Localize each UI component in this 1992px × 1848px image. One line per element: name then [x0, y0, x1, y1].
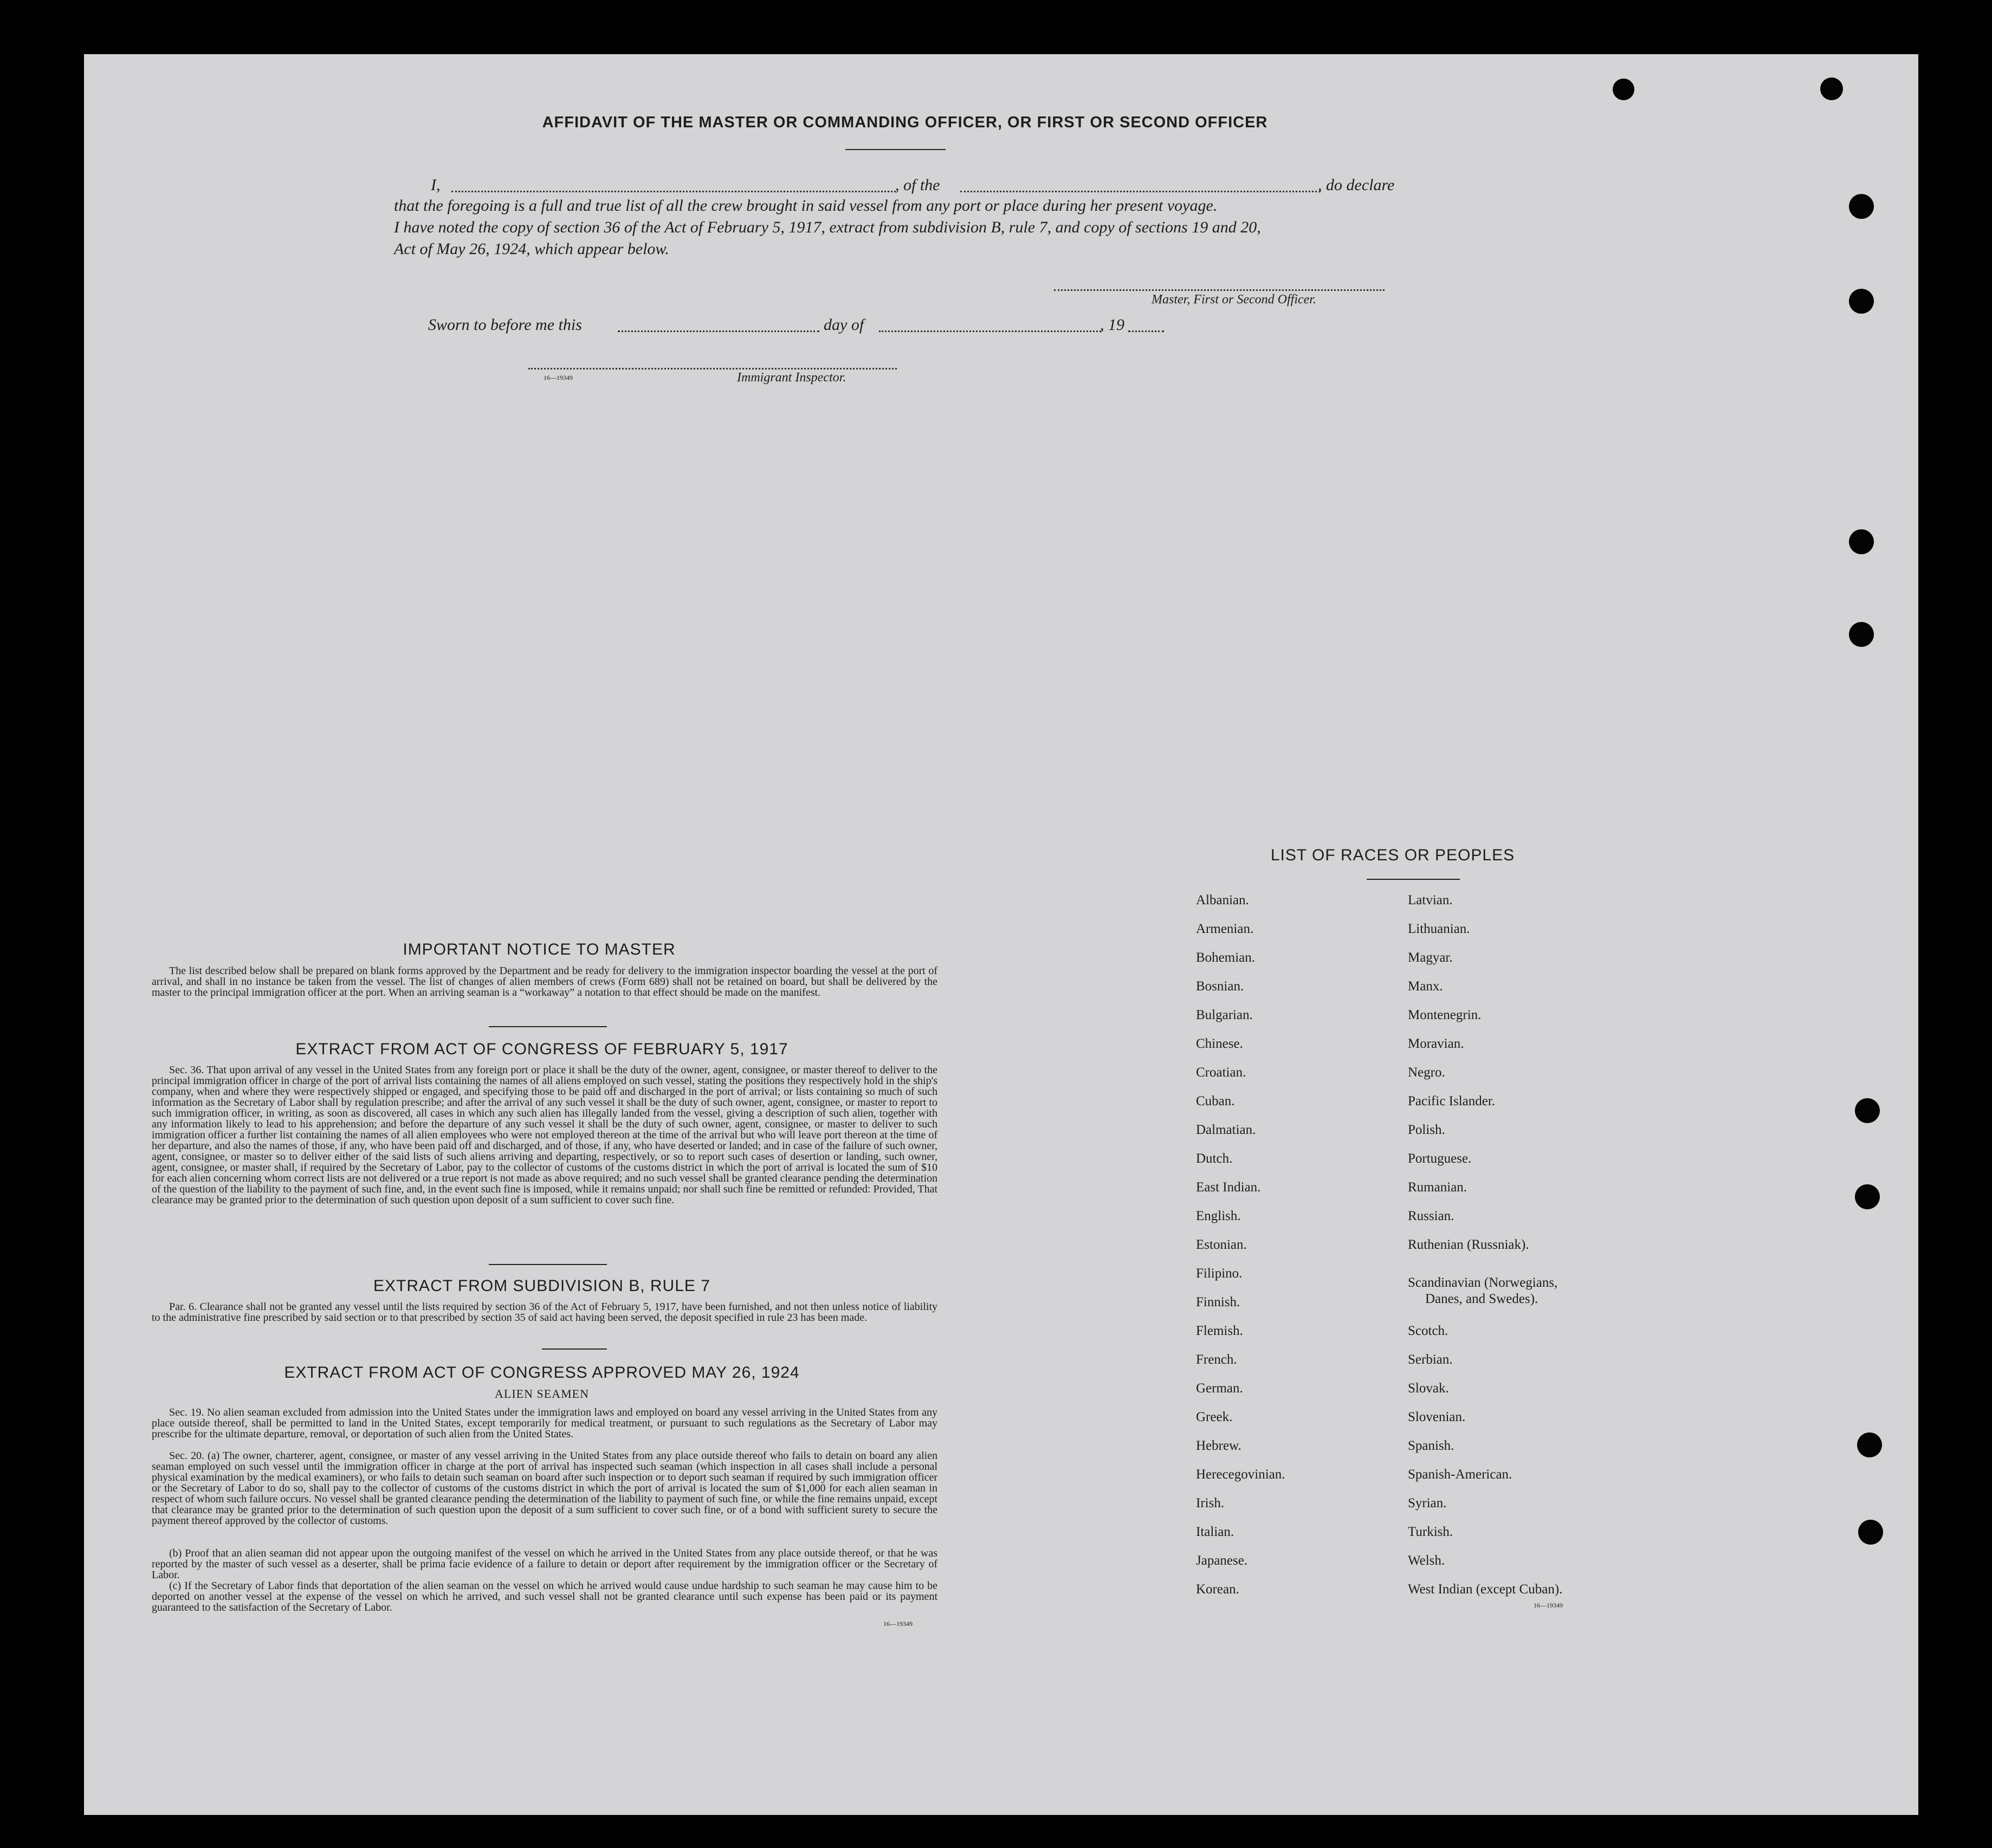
race-left-item: German. — [1196, 1381, 1243, 1396]
day-of-text: day of — [824, 316, 864, 334]
race-right-item: Turkish. — [1408, 1525, 1453, 1539]
name-blank — [451, 191, 896, 192]
extract-1917-body: Sec. 36. That upon arrival of any vessel in the United States from any foreign port or place it shall be the duty of the owner, agent, consignee, or master thereof to deliver to the principal immigration officer in charge of the port of arrival lists containing the names of all aliens employed on such vessel, stating the positions they respectively hold in the ship's company, when and where they were respectively shipped or engaged, and specifying those to be paid off and discharged in the port of arrival; or lists containing so much of such information as the Secretary of Labor shall by regulation prescribe; and after the arrival of any such vessel it shall be the duty of such owner, agent, consignee, or master to report to such immigration officer, in writing, as soon as discovered, all cases in which any such alien has illegally landed from the vessel, giving a description of such alien, together with any information likely to lead to his apprehension; and before the departure of any such vessel it shall be the duty of such owner, agent, consignee, or master to deliver to such immigration officer a further list containing the names of all alien employees who were not employed thereon at the time of the arrival but who will leave port thereon at the time of her departure, and also the names of those, if any, who have been paid off and discharged, and of those, if any, who have deserted or landed; and in case of the failure of such owner, agent, consignee, or master so to deliver either of the said lists of such aliens arriving and departing, respectively, or so to report such cases of desertion or landing, such owner, agent, consignee, or master shall, if required by the Secretary of Labor, pay to the collector of customs of the customs district in which the port of arrival is located the sum of $10 for each alien concerning whom correct lists are not delivered or a true report is not made as above required; and no such vessel shall be granted clearance pending the determination of the question of the liability to the payment of such fine, and, in the event such fine is imposed, while it remains unpaid; nor shall such fine be remitted or refunded: Provided, That clearance may be granted prior to the determination of such question upon deposit of a sum sufficient to cover such fine. — [152, 1064, 937, 1206]
race-left-item: Finnish. — [1196, 1295, 1240, 1309]
race-left-item: Hebrew. — [1196, 1438, 1241, 1453]
race-left-item: Armenian. — [1196, 922, 1254, 936]
punch-hole — [1857, 1432, 1882, 1457]
notice-body: The list described below shall be prepared on blank forms approved by the Department and be ready for delivery to the immigration inspector boarding the vessel at the port of arrival, and shall in no instance be taken from the vessel. The list of changes of alien members of crews (Form 689) shall not be retained on board, but shall be delivered by the master to the principal immigration officer at the port. When an arriving seaman is a “workaway” a notation to that effect should be made on the manifest. — [152, 965, 937, 998]
race-right-item: Montenegrin. — [1408, 1008, 1482, 1022]
race-right-item: Lithuanian. — [1408, 922, 1470, 936]
form-number: 16—19349 — [883, 1620, 913, 1627]
race-right-item: Spanish. — [1408, 1438, 1454, 1453]
affidavit-title: AFFIDAVIT OF THE MASTER OR COMMANDING OFFICER, OR FIRST OR SECOND OFFICER — [542, 114, 1268, 131]
race-right-item: Spanish-American. — [1408, 1467, 1512, 1482]
race-left-item: Irish. — [1196, 1496, 1225, 1510]
extract-1924-sec20b: (b) Proof that an alien seaman did not appear upon the outgoing manifest of the vessel on which he arrived in the United States from any place outside thereof, or that he was reported by the master of such vessel as a deserter, shall be prima facie evidence of a failure to detain or deport after requirement by the immigration officer or the Secretary of Labor. — [152, 1547, 937, 1581]
extract-1924-sec19: Sec. 19. No alien seaman excluded from admission into the United States under the immigration laws and employed on board any vessel arriving in the United States from any place outside thereof, shall be permitted to land in the United States, except temporarily for medical treatment, or pursuant to such regulations as the Secretary of Labor may prescribe for the ultimate departure, removal, or deportation of such alien from the United States. — [152, 1406, 937, 1440]
race-left-item: Japanese. — [1196, 1553, 1248, 1568]
punch-hole — [1855, 1098, 1880, 1123]
divider — [1367, 879, 1460, 880]
race-right-item: Scotch. — [1408, 1324, 1448, 1338]
extract-1924-sec20a: Sec. 20. (a) The owner, charterer, agent, consignee, or master of any vessel arriving in the United States from any place outside thereof who fails to detain on board any alien seaman employed on such vessel until the immigration officer in charge at the port of arrival has inspected such seaman (which inspection in all cases shall include a personal physical examination by the medical examiners), or who fails to detain such seaman on board after such inspection or to deport such seaman if required by such immigration officer or the Secretary of Labor to do so, shall pay to the collector of customs of the customs district in which the port of arrival is located the sum of $1,000 for each alien seaman in respect of whom such failure occurs. No vessel shall be granted clearance pending the determination of the liability to payment of such fine, or while the fine remains unpaid, except that clearance may be granted prior to the determination of such question upon the deposit of a sum sufficient to cover such fine, or of a bond with sufficient surety to secure the payment thereof approved by the collector of customs. — [152, 1450, 937, 1527]
notice-title: IMPORTANT NOTICE TO MASTER — [403, 941, 676, 958]
affidavit-word-i: I, — [431, 176, 441, 194]
affidavit-word-of-the: , of the — [895, 176, 940, 194]
form-number: 16—19349 — [1534, 1601, 1563, 1609]
form-number: 16—19349 — [544, 374, 573, 381]
affidavit-word-do-declare: , do declare — [1318, 176, 1395, 194]
race-right-item: Scandinavian (Norwegians, — [1408, 1275, 1558, 1290]
punch-hole — [1849, 194, 1874, 219]
race-left-item: Bulgarian. — [1196, 1008, 1253, 1022]
race-right-item: Russian. — [1408, 1209, 1454, 1223]
race-right-item: Slovenian. — [1408, 1410, 1466, 1424]
race-right-item: Ruthenian (Russniak). — [1408, 1237, 1529, 1252]
race-left-item: English. — [1196, 1209, 1241, 1223]
race-left-item: Korean. — [1196, 1582, 1239, 1597]
affidavit-line-3: I have noted the copy of section 36 of the Act of February 5, 1917, extract from subdivision B, rule 7, and copy of sections 19 and 20, — [394, 218, 1261, 236]
race-right-item: Danes, and Swedes). — [1425, 1292, 1538, 1306]
race-right-item: Welsh. — [1408, 1553, 1445, 1568]
race-left-item: Bohemian. — [1196, 950, 1256, 965]
race-right-item: Moravian. — [1408, 1036, 1464, 1051]
race-right-item: Negro. — [1408, 1065, 1445, 1080]
extract-1917-title: EXTRACT FROM ACT OF CONGRESS OF FEBRUARY 5, 1917 — [295, 1040, 788, 1058]
sworn-text: Sworn to before me this — [428, 316, 582, 334]
year-blank — [1128, 330, 1164, 332]
race-right-item: Portuguese. — [1408, 1151, 1472, 1166]
signature-label: Master, First or Second Officer. — [1152, 293, 1316, 307]
race-left-item: Italian. — [1196, 1525, 1234, 1539]
punch-hole — [1855, 1184, 1880, 1209]
race-left-item: Bosnian. — [1196, 979, 1244, 994]
punch-hole — [1858, 1520, 1883, 1545]
race-left-item: Cuban. — [1196, 1094, 1235, 1108]
race-left-item: Estonian. — [1196, 1237, 1247, 1252]
inspector-line — [528, 368, 897, 369]
vessel-blank — [960, 191, 1321, 192]
race-left-item: French. — [1196, 1352, 1237, 1367]
race-left-item: Flemish. — [1196, 1324, 1243, 1338]
sworn-day-blank — [618, 330, 819, 332]
race-left-item: East Indian. — [1196, 1180, 1261, 1195]
race-left-item: Herecegovinian. — [1196, 1467, 1285, 1482]
race-right-item: Slovak. — [1408, 1381, 1449, 1396]
race-left-item: Chinese. — [1196, 1036, 1243, 1051]
extract-1924-sec20c: (c) If the Secretary of Labor finds that deportation of the alien seaman on the vessel on which he arrived would cause undue hardship to such seaman he may cause him to be deported on another vessel at the expense of the vessel on which he arrived, and such vessel shall not be granted clearance until such expense has been paid or its payment guaranteed to the satisfaction of the Secretary of Labor. — [152, 1580, 937, 1613]
race-right-item: Manx. — [1408, 979, 1443, 994]
month-blank — [879, 330, 1101, 332]
race-left-item: Croatian. — [1196, 1065, 1246, 1080]
race-right-item: Latvian. — [1408, 893, 1453, 907]
affidavit-line-4: Act of May 26, 1924, which appear below. — [394, 240, 669, 258]
inspector-label: Immigrant Inspector. — [737, 371, 846, 385]
race-left-item: Dutch. — [1196, 1151, 1233, 1166]
signature-line — [1054, 289, 1385, 291]
extract-rule7-body: Par. 6. Clearance shall not be granted any vessel until the lists required by section 36 of the Act of February 5, 1917, have been furnished, and not then unless notice of liability to the administrative fine prescribed by said section or to that prescribed by section 35 of said act having been served, the deposit specified in rule 23 has been made. — [152, 1301, 937, 1324]
punch-hole — [1820, 77, 1843, 100]
race-left-item: Dalmatian. — [1196, 1123, 1256, 1137]
race-left-item: Filipino. — [1196, 1266, 1243, 1281]
race-left-item: Greek. — [1196, 1410, 1233, 1424]
affidavit-line-2: that the foregoing is a full and true list of all the crew brought in said vessel from any port or place during her present voyage. — [394, 197, 1218, 215]
punch-hole — [1849, 622, 1874, 647]
divider — [489, 1026, 607, 1027]
race-right-item: Magyar. — [1408, 950, 1453, 965]
divider — [845, 149, 946, 150]
punch-hole — [1849, 289, 1874, 314]
race-right-item: Serbian. — [1408, 1352, 1453, 1367]
divider — [489, 1264, 607, 1265]
extract-1924-subtitle: ALIEN SEAMEN — [495, 1387, 589, 1400]
race-right-item: West Indian (except Cuban). — [1408, 1582, 1563, 1597]
punch-hole — [1849, 529, 1874, 554]
race-right-item: Pacific Islander. — [1408, 1094, 1496, 1108]
punch-hole — [1613, 79, 1634, 100]
race-right-item: Syrian. — [1408, 1496, 1447, 1510]
year-prefix: , 19 — [1100, 316, 1124, 334]
extract-1924-title: EXTRACT FROM ACT OF CONGRESS APPROVED MAY 26, 1924 — [284, 1364, 800, 1382]
divider — [542, 1348, 607, 1350]
race-right-item: Rumanian. — [1408, 1180, 1467, 1195]
races-title: LIST OF RACES OR PEOPLES — [1270, 846, 1515, 864]
race-right-item: Polish. — [1408, 1123, 1445, 1137]
extract-rule7-title: EXTRACT FROM SUBDIVISION B, RULE 7 — [373, 1277, 710, 1295]
race-left-item: Albanian. — [1196, 893, 1249, 907]
